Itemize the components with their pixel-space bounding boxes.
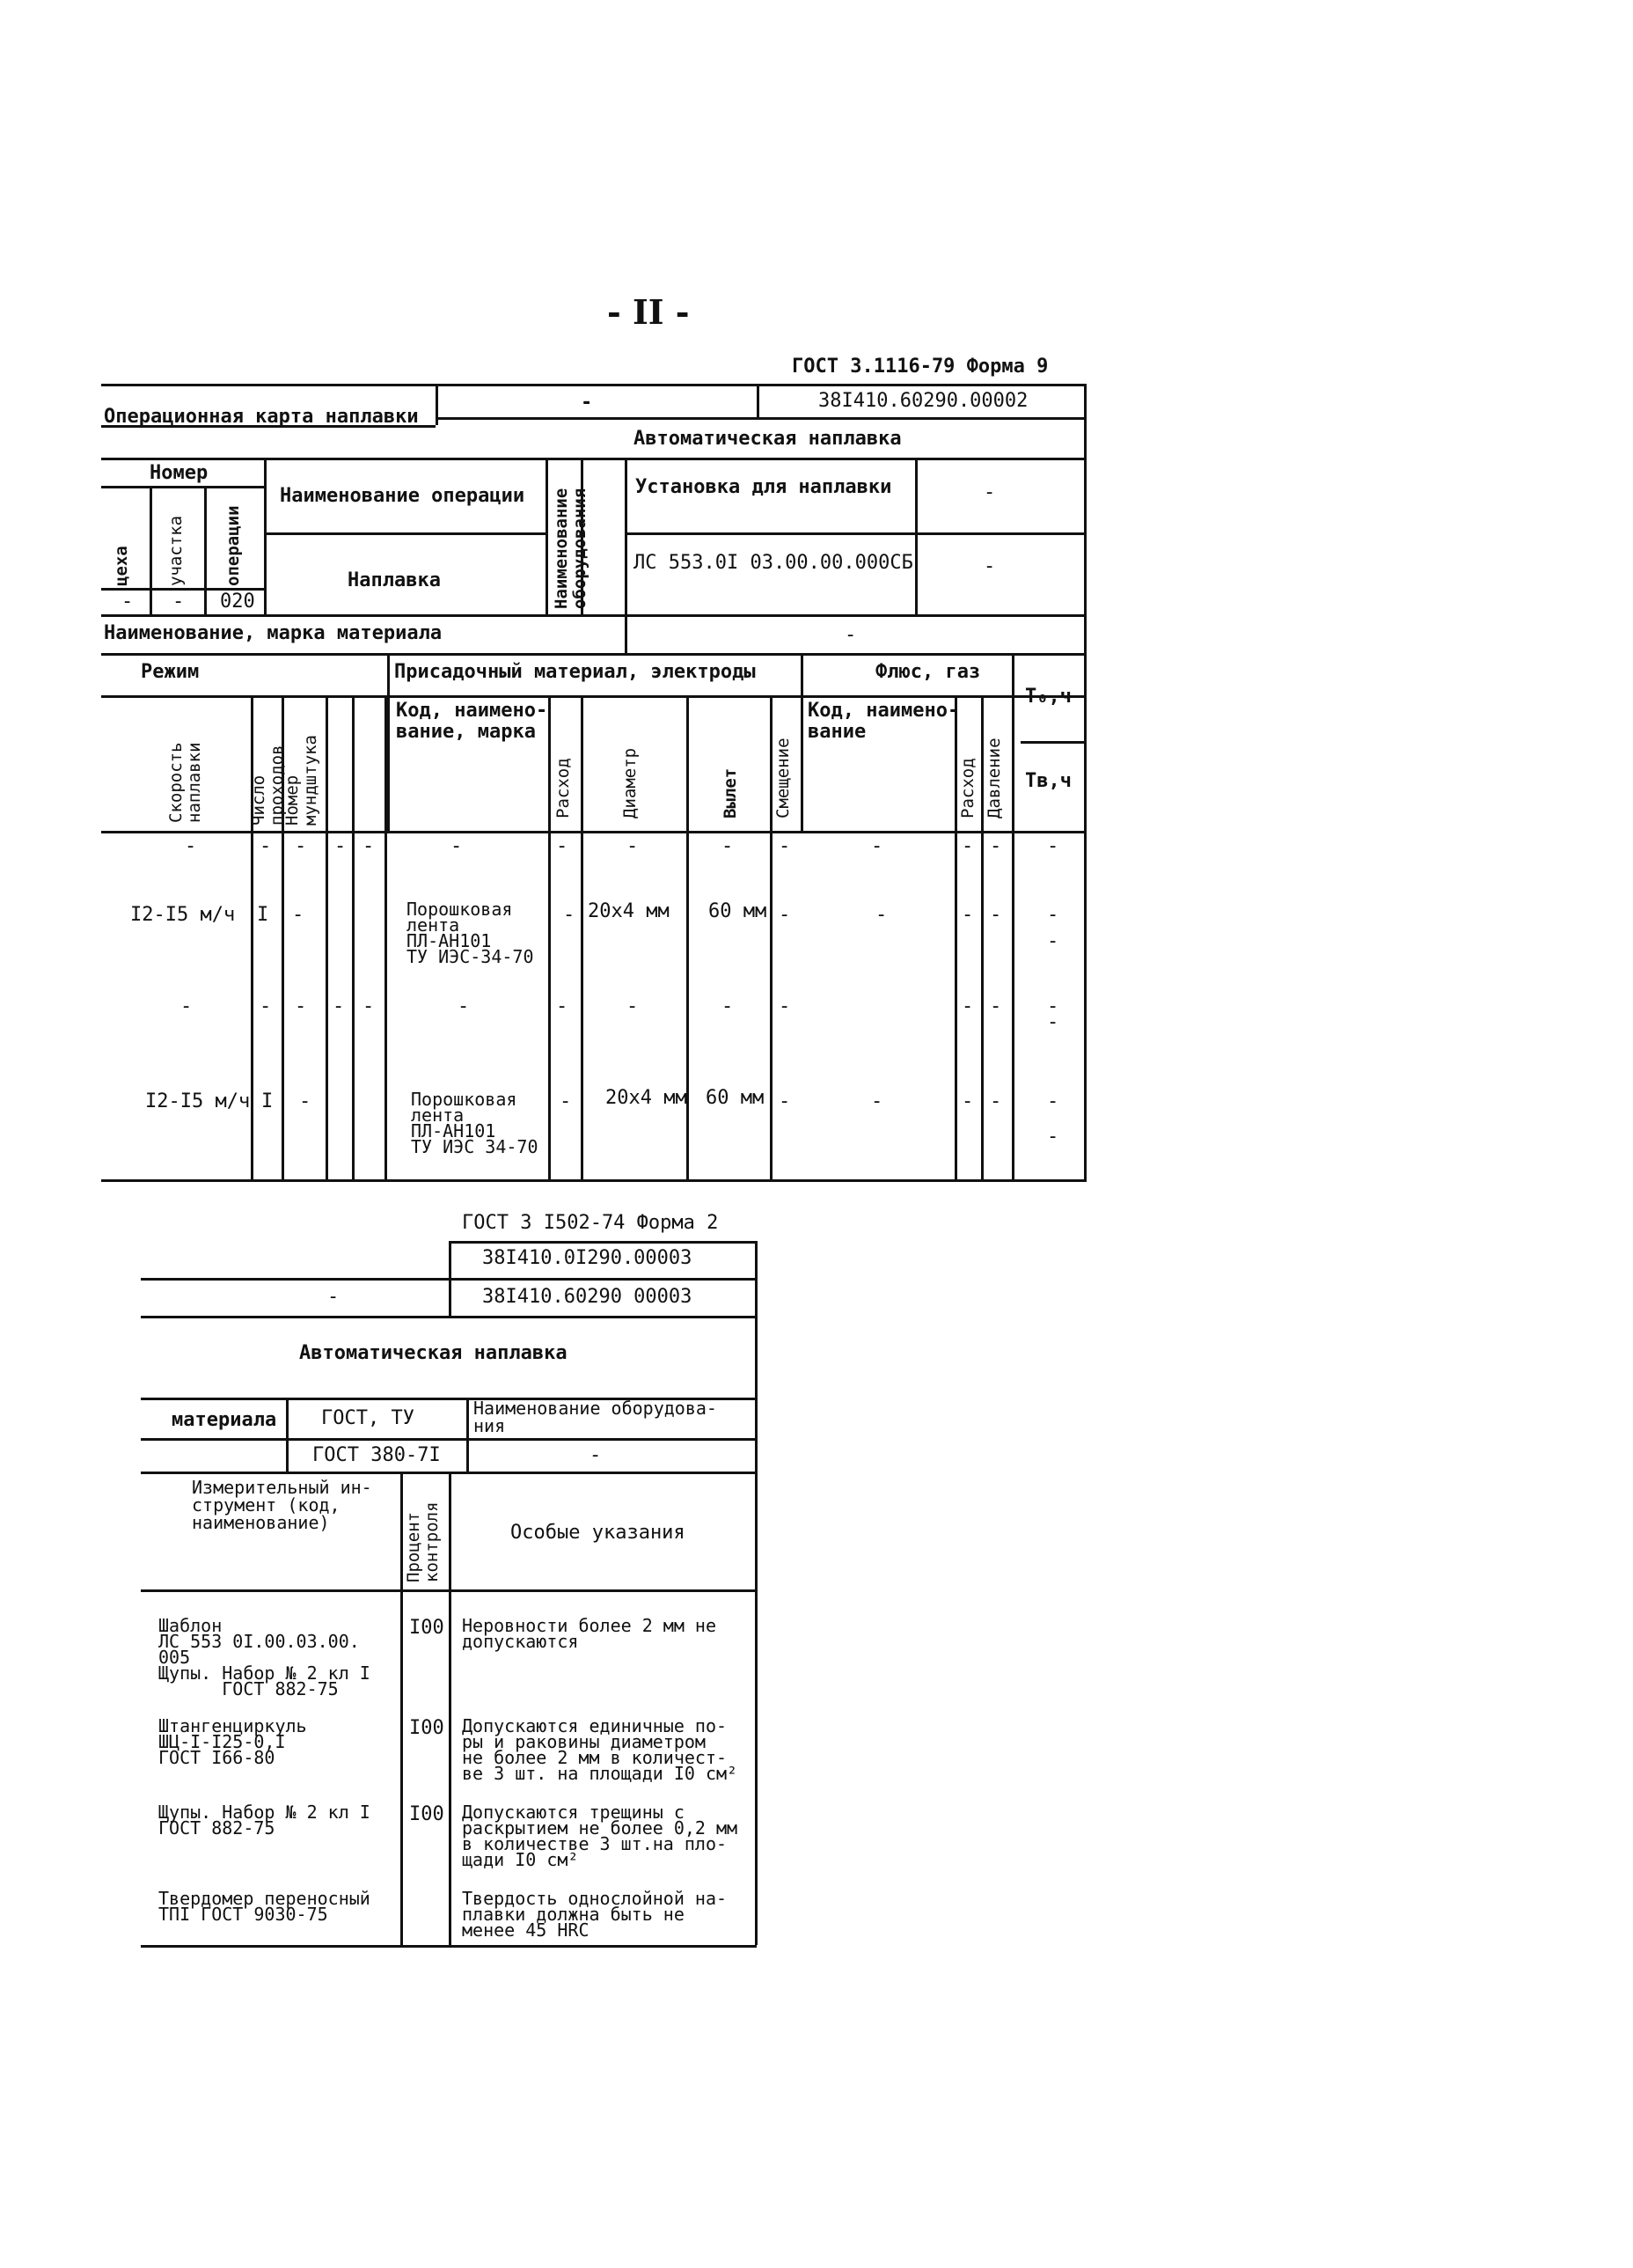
equip-label: Наименование оборудования	[552, 488, 589, 609]
t0-label: Т₀,ч	[1025, 686, 1072, 708]
material-label: Наименование, марка материала	[104, 622, 443, 644]
equip-dash-1: -	[984, 481, 996, 503]
form2-equip-label: Наименование оборудова- ния	[473, 1398, 717, 1436]
vylet-label: Вылет	[721, 767, 740, 818]
equip-name: Установка для наплавки	[635, 476, 892, 498]
davlenie-label: Давление	[985, 738, 1004, 818]
equip-code: ЛС 553.0I 03.00.00.000СБ	[633, 552, 913, 574]
code-label: Код, наимено- вание, марка	[396, 700, 548, 743]
card-top-dash: -	[581, 392, 593, 414]
ceha-value: -	[121, 591, 134, 613]
percent-label: Процент контроля	[404, 1501, 442, 1582]
speed-label: Скорость наплавки	[166, 742, 204, 823]
rezhim-label: Режим	[141, 661, 200, 683]
flux-code-label: Код, наимено- вание	[808, 700, 960, 743]
tv-label: Тв,ч	[1025, 770, 1072, 792]
operacii-label: операции	[223, 505, 243, 586]
ceha-label: цеха	[112, 546, 131, 586]
form2-equip-value: -	[589, 1444, 602, 1466]
uchastka-value: -	[172, 591, 185, 613]
instrument-label: Измерительный ин- струмент (код, наименование)	[192, 1477, 372, 1533]
operacii-value: 020	[220, 591, 255, 613]
form2-gost-value: ГОСТ 380-7I	[312, 1444, 441, 1466]
page-number: - II -	[607, 292, 690, 332]
notes-label: Особые указания	[510, 1522, 685, 1544]
card-form-ref: ГОСТ 3.1116-79 Форма 9	[792, 356, 1049, 378]
diameter-label: Диаметр	[620, 747, 640, 818]
smeshchenie-label: Смещение	[773, 738, 793, 818]
flux-rashod-label: Расход	[958, 758, 978, 818]
form2-ref: ГОСТ 3 I502-74 Форма 2	[462, 1212, 719, 1234]
flux-label: Флюс, газ	[875, 661, 981, 683]
op-name-value: Наплавка	[348, 569, 441, 591]
form2-code-2: 38I410.60290 00003	[482, 1286, 692, 1308]
card-title: Операционная карта наплавки	[104, 406, 419, 428]
rashod-label: Расход	[553, 758, 573, 818]
equip-dash-2: -	[984, 555, 996, 577]
card-operation-type: Автоматическая наплавка	[633, 428, 902, 450]
filler-label: Присадочный материал, электроды	[394, 661, 756, 683]
passes-label: Число проходов	[249, 745, 287, 826]
form2-code-1: 38I410.0I290.00003	[482, 1247, 692, 1269]
form2-operation-type: Автоматическая наплавка	[299, 1342, 568, 1364]
materiala-label: материала	[172, 1409, 277, 1431]
material-value: -	[845, 624, 857, 646]
form2-left-dash: -	[327, 1286, 340, 1308]
nomer-label: Номер	[150, 462, 209, 484]
gost-tu-label: ГОСТ, ТУ	[321, 1407, 414, 1429]
card-doc-code: 38I410.60290.00002	[818, 390, 1029, 412]
uchastka-label: участка	[166, 515, 186, 586]
op-name-label: Наименование операции	[280, 485, 525, 507]
mundshtuk-label: Номер мундштука	[282, 735, 320, 826]
